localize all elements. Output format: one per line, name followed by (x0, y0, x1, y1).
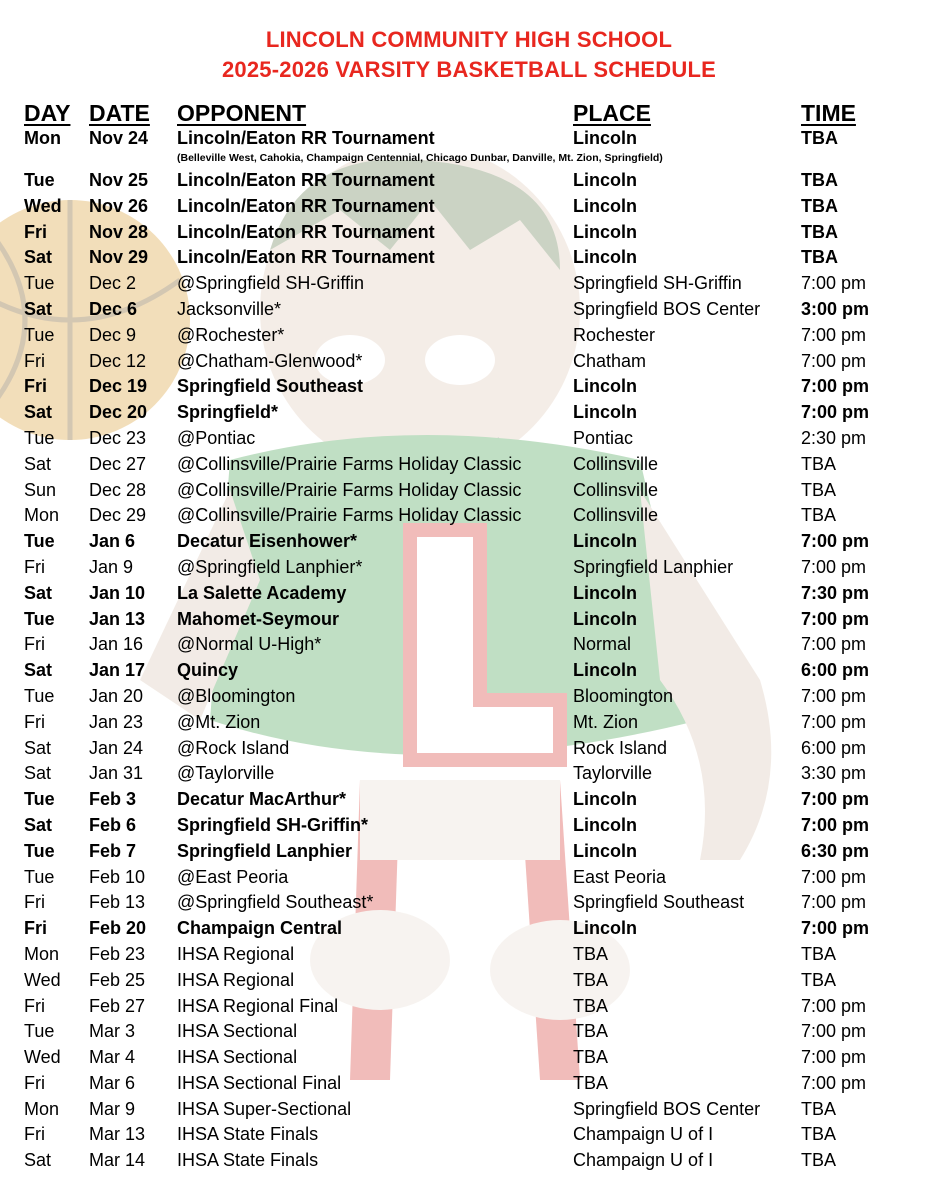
game-time: 7:00 pm (801, 273, 867, 294)
game-day: Wed (24, 195, 62, 216)
table-row (0, 452, 938, 478)
game-opponent: @Springfield Southeast* (177, 892, 374, 913)
game-place: Champaign U of I (573, 1124, 714, 1145)
game-date: Jan 10 (89, 582, 146, 603)
table-row (0, 529, 938, 555)
game-date: Mar 3 (89, 1021, 136, 1042)
game-day: Tue (24, 427, 55, 448)
game-time: TBA (801, 128, 838, 148)
game-place: TBA (573, 969, 609, 990)
table-row (0, 220, 938, 246)
game-place: Springfield BOS Center (573, 298, 761, 319)
game-day: Sat (24, 737, 52, 758)
game-date: Dec 29 (89, 505, 147, 526)
game-time: TBA (801, 1150, 837, 1171)
game-opponent: IHSA Sectional Final (177, 1072, 342, 1093)
game-day: Fri (24, 711, 45, 732)
game-place: TBA (573, 995, 609, 1016)
game-opponent: Springfield Lanphier (177, 840, 353, 861)
game-date: Jan 16 (89, 634, 144, 655)
game-opponent: IHSA State Finals (177, 1124, 319, 1145)
game-date: Feb 3 (89, 789, 137, 810)
game-opponent: Decatur Eisenhower* (177, 531, 358, 552)
game-time: 7:00 pm (801, 1021, 867, 1042)
table-row (0, 374, 938, 400)
table-row (0, 1122, 938, 1148)
table-row (0, 632, 938, 658)
game-place: Springfield SH-Griffin (573, 273, 742, 294)
game-opponent: Lincoln/Eaton RR Tournament (177, 195, 435, 216)
table-row (0, 1045, 938, 1071)
game-time: TBA (801, 1098, 837, 1119)
game-time: TBA (801, 969, 837, 990)
table-row (0, 787, 938, 813)
game-day: Fri (24, 556, 45, 577)
game-day: Mon (24, 128, 61, 148)
game-opponent: @Pontiac (177, 427, 256, 448)
table-row (0, 426, 938, 452)
game-day: Sat (24, 1150, 52, 1171)
game-opponent: @Springfield Lanphier* (177, 556, 363, 577)
table-row (0, 503, 938, 529)
game-place: Collinsville (573, 505, 659, 526)
game-opponent: @Collinsville/Prairie Farms Holiday Classic (177, 453, 522, 474)
game-opponent: Lincoln/Eaton RR Tournament (177, 170, 435, 190)
game-date: Jan 23 (89, 711, 144, 732)
game-date: Jan 6 (89, 531, 136, 552)
game-time: 7:00 pm (801, 324, 867, 345)
game-opponent: @Mt. Zion (177, 711, 261, 732)
header-place: PLACE (573, 100, 651, 126)
game-time: 7:30 pm (801, 582, 870, 603)
game-place: Springfield Lanphier (573, 556, 734, 577)
table-row (0, 297, 938, 323)
game-opponent: Lincoln/Eaton RR Tournament (177, 247, 435, 268)
game-date: Feb 13 (89, 892, 146, 913)
game-date: Nov 26 (89, 195, 149, 216)
game-day: Fri (24, 376, 48, 397)
game-day: Fri (24, 350, 45, 371)
game-opponent: IHSA Sectional (177, 1047, 298, 1068)
table-row (0, 581, 938, 607)
game-time: 7:00 pm (801, 685, 867, 706)
table-row (0, 1019, 938, 1045)
game-opponent: Springfield* (177, 402, 279, 423)
game-date: Jan 24 (89, 737, 144, 758)
game-place: Springfield BOS Center (573, 1098, 761, 1119)
game-date: Dec 27 (89, 453, 147, 474)
game-day: Tue (24, 789, 55, 810)
game-date: Dec 9 (89, 324, 137, 345)
game-time: 7:00 pm (801, 1047, 867, 1068)
game-opponent: Quincy (177, 660, 239, 681)
game-time: 6:30 pm (801, 840, 870, 861)
table-row (0, 942, 938, 968)
game-time: TBA (801, 247, 838, 268)
game-time: TBA (801, 943, 837, 964)
game-time: TBA (801, 479, 837, 500)
game-date: Dec 19 (89, 376, 148, 397)
table-row (0, 1148, 938, 1174)
game-place: Collinsville (573, 453, 659, 474)
game-date: Feb 10 (89, 866, 146, 887)
header-day: DAY (24, 100, 71, 126)
game-time: 7:00 pm (801, 402, 870, 423)
game-date: Dec 6 (89, 298, 138, 319)
game-date: Feb 23 (89, 943, 146, 964)
game-place: Champaign U of I (573, 1150, 714, 1171)
table-row (0, 607, 938, 633)
game-place: TBA (573, 943, 609, 964)
game-day: Sat (24, 814, 53, 835)
game-day: Sat (24, 298, 53, 319)
game-place: Lincoln (573, 789, 637, 810)
game-place: Lincoln (573, 660, 637, 681)
game-date: Feb 6 (89, 814, 137, 835)
game-place: Lincoln (573, 195, 637, 216)
game-place: TBA (573, 1047, 609, 1068)
game-time: TBA (801, 170, 838, 190)
table-row (0, 194, 938, 220)
game-time: TBA (801, 221, 838, 242)
game-place: Pontiac (573, 427, 634, 448)
table-row (0, 968, 938, 994)
game-opponent: IHSA Regional (177, 943, 295, 964)
game-date: Nov 25 (89, 170, 149, 190)
table-row (0, 245, 938, 271)
game-opponent: @Chatham-Glenwood* (177, 350, 363, 371)
table-row (0, 710, 938, 736)
game-day: Tue (24, 840, 55, 861)
game-place: Springfield Southeast (573, 892, 745, 913)
game-time: 6:00 pm (801, 660, 870, 681)
game-opponent: @Rochester* (177, 324, 285, 345)
school-title: LINCOLN COMMUNITY HIGH SCHOOL (265, 27, 673, 52)
game-date: Mar 9 (89, 1098, 136, 1119)
game-opponent: @Normal U-High* (177, 634, 322, 655)
table-row (0, 1097, 938, 1123)
game-place: Lincoln (573, 170, 637, 190)
game-opponent: Jacksonville* (177, 298, 282, 319)
game-place: Rochester (573, 324, 656, 345)
tournament-teams-note: (Belleville West, Cahokia, Champaign Centennial, Chicago Dunbar, Danville, Mt. Zion, Springfield) (177, 152, 663, 164)
game-time: 7:00 pm (801, 350, 867, 371)
table-row (0, 168, 938, 194)
schedule-title: 2025-2026 VARSITY BASKETBALL SCHEDULE (222, 57, 716, 82)
table-row (0, 323, 938, 349)
header-time: TIME (801, 100, 856, 126)
game-date: Nov 29 (89, 247, 149, 268)
game-opponent: @Taylorville (177, 763, 275, 784)
game-opponent: IHSA Sectional (177, 1021, 298, 1042)
table-row (0, 271, 938, 297)
game-time: TBA (801, 195, 838, 216)
table-row (0, 839, 938, 865)
game-day: Sat (24, 582, 53, 603)
game-time: TBA (801, 1124, 837, 1145)
game-date: Feb 20 (89, 918, 147, 939)
game-day: Sat (24, 402, 53, 423)
game-opponent: @East Peoria (177, 866, 289, 887)
game-day: Sat (24, 247, 53, 268)
table-row (0, 684, 938, 710)
table-row (0, 865, 938, 891)
game-day: Tue (24, 170, 55, 190)
game-time: 7:00 pm (801, 995, 867, 1016)
game-date: Mar 13 (89, 1124, 146, 1145)
table-row (0, 478, 938, 504)
game-time: TBA (801, 453, 837, 474)
table-row (0, 994, 938, 1020)
game-time: 2:30 pm (801, 427, 867, 448)
schedule-table (0, 126, 938, 1174)
game-opponent: IHSA Super-Sectional (177, 1098, 352, 1119)
game-place: Lincoln (573, 531, 637, 552)
table-row (0, 916, 938, 942)
table-row (0, 349, 938, 375)
game-day: Mon (24, 943, 60, 964)
game-time: 7:00 pm (801, 814, 870, 835)
game-time: 7:00 pm (801, 556, 867, 577)
game-place: Normal (573, 634, 632, 655)
game-opponent: Champaign Central (177, 918, 343, 939)
game-date: Nov 24 (89, 128, 149, 148)
game-day: Fri (24, 995, 45, 1016)
game-place: TBA (573, 1021, 609, 1042)
game-place: Collinsville (573, 479, 659, 500)
game-place: Taylorville (573, 763, 653, 784)
table-row (0, 555, 938, 581)
game-date: Dec 23 (89, 427, 147, 448)
game-time: 7:00 pm (801, 892, 867, 913)
game-opponent: Springfield Southeast (177, 376, 364, 397)
game-day: Wed (24, 969, 61, 990)
game-place: Lincoln (573, 376, 637, 397)
game-opponent: @Collinsville/Prairie Farms Holiday Classic (177, 479, 522, 500)
game-place: Lincoln (573, 221, 637, 242)
game-day: Tue (24, 324, 55, 345)
game-date: Jan 9 (89, 556, 134, 577)
game-place: Bloomington (573, 685, 674, 706)
game-opponent: @Springfield SH-Griffin (177, 273, 365, 294)
game-day: Fri (24, 892, 45, 913)
game-date: Dec 2 (89, 273, 137, 294)
game-opponent: Lincoln/Eaton RR Tournament (177, 221, 435, 242)
game-day: Tue (24, 273, 55, 294)
game-place: Chatham (573, 350, 647, 371)
game-opponent: Springfield SH-Griffin* (177, 814, 368, 835)
game-date: Jan 17 (89, 660, 146, 681)
game-day: Fri (24, 1124, 45, 1145)
table-row (0, 813, 938, 839)
game-day: Fri (24, 634, 45, 655)
game-time: 6:00 pm (801, 737, 867, 758)
game-time: TBA (801, 505, 837, 526)
game-opponent: @Bloomington (177, 685, 296, 706)
table-row (0, 1071, 938, 1097)
game-day: Wed (24, 1047, 61, 1068)
game-place: Mt. Zion (573, 711, 639, 732)
game-date: Jan 31 (89, 763, 144, 784)
game-time: 7:00 pm (801, 866, 867, 887)
game-day: Mon (24, 1098, 60, 1119)
game-place: Rock Island (573, 737, 668, 758)
game-place: Lincoln (573, 918, 637, 939)
game-place: Lincoln (573, 814, 637, 835)
game-date: Dec 20 (89, 402, 148, 423)
game-day: Sat (24, 453, 52, 474)
game-day: Sat (24, 763, 52, 784)
game-day: Tue (24, 608, 55, 629)
game-date: Mar 14 (89, 1150, 146, 1171)
game-time: 7:00 pm (801, 608, 870, 629)
game-day: Tue (24, 1021, 55, 1042)
game-date: Mar 4 (89, 1047, 136, 1068)
table-row (0, 761, 938, 787)
game-opponent: IHSA Regional Final (177, 995, 339, 1016)
game-day: Mon (24, 505, 60, 526)
game-opponent: Lincoln/Eaton RR Tournament (177, 128, 435, 148)
game-time: 7:00 pm (801, 531, 870, 552)
header-date: DATE (89, 100, 150, 126)
game-place: Lincoln (573, 402, 637, 423)
game-opponent: Decatur MacArthur* (177, 789, 347, 810)
table-row (0, 736, 938, 762)
game-opponent: IHSA Regional (177, 969, 295, 990)
table-row (0, 890, 938, 916)
game-day: Tue (24, 531, 55, 552)
game-opponent: La Salette Academy (177, 582, 347, 603)
game-time: 7:00 pm (801, 1072, 867, 1093)
game-place: Lincoln (573, 582, 637, 603)
game-day: Fri (24, 918, 48, 939)
game-opponent: @Rock Island (177, 737, 290, 758)
game-day: Fri (24, 221, 48, 242)
game-day: Tue (24, 685, 55, 706)
game-date: Mar 6 (89, 1072, 136, 1093)
game-day: Sun (24, 479, 57, 500)
game-time: 7:00 pm (801, 634, 867, 655)
game-date: Feb 25 (89, 969, 146, 990)
table-row (0, 126, 938, 168)
game-date: Jan 13 (89, 608, 146, 629)
game-opponent: Mahomet-Seymour (177, 608, 340, 629)
game-opponent: IHSA State Finals (177, 1150, 319, 1171)
game-place: Lincoln (573, 608, 637, 629)
game-time: 3:00 pm (801, 298, 870, 319)
table-row (0, 400, 938, 426)
table-row (0, 658, 938, 684)
game-place: Lincoln (573, 128, 637, 148)
header-opponent: OPPONENT (177, 100, 307, 126)
game-time: 7:00 pm (801, 918, 870, 939)
game-date: Feb 27 (89, 995, 146, 1016)
game-date: Dec 12 (89, 350, 147, 371)
game-date: Nov 28 (89, 221, 149, 242)
game-time: 7:00 pm (801, 711, 867, 732)
game-time: 3:30 pm (801, 763, 867, 784)
game-place: TBA (573, 1072, 609, 1093)
game-date: Feb 7 (89, 840, 137, 861)
game-time: 7:00 pm (801, 789, 870, 810)
game-place: Lincoln (573, 840, 637, 861)
game-day: Tue (24, 866, 55, 887)
game-day: Sat (24, 660, 53, 681)
game-opponent: @Collinsville/Prairie Farms Holiday Classic (177, 505, 522, 526)
game-day: Fri (24, 1072, 45, 1093)
game-time: 7:00 pm (801, 376, 870, 397)
game-place: East Peoria (573, 866, 667, 887)
game-date: Dec 28 (89, 479, 147, 500)
game-date: Jan 20 (89, 685, 144, 706)
game-place: Lincoln (573, 247, 637, 268)
